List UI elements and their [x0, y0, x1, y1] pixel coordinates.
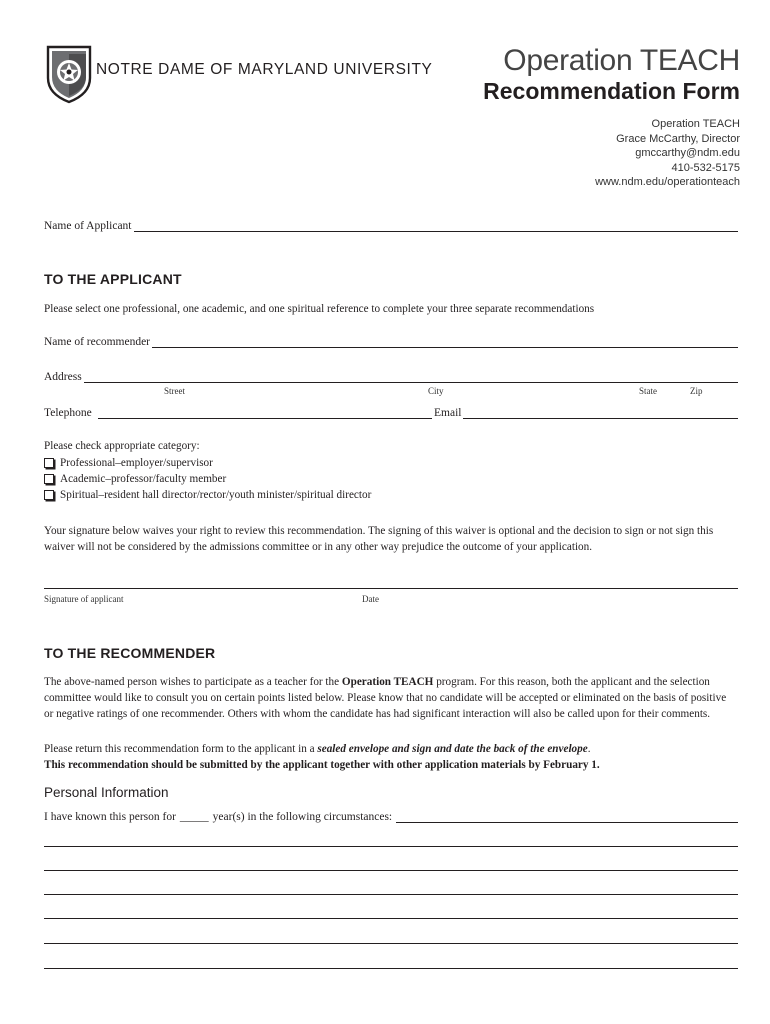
checkbox-icon[interactable] — [44, 474, 54, 484]
applicant-name-line[interactable] — [134, 220, 738, 232]
applicant-section-heading: TO THE APPLICANT — [44, 271, 182, 287]
applicant-instructions: Please select one professional, one academic, and one spiritual reference to complete your three separate recommendations — [44, 303, 595, 315]
waiver-text: Your signature below waives your right to review this recommendation. The signing of this waiver is optional and the decision to sign or not sign this waiver will not be considered by the admissions committee or in any other way prejudice the outcome of your application. — [44, 525, 714, 553]
intro-text-continued: program. For this reason, both the applicant and the selection committee would like to consult you on certain points listed below. Please know that no candidate will be accepted or eliminated on the basis of positive or negative ratings of one recommender. Others with whom the candidate has had significant interaction will also be called upon for their comments. — [44, 676, 727, 720]
university-seal-icon — [44, 44, 94, 104]
signature-line[interactable] — [44, 588, 738, 589]
return-emphasis: sealed envelope and sign and date the back of the envelope — [317, 743, 588, 755]
category-label: Spiritual–resident hall director/rector/youth minister/spiritual director — [60, 489, 372, 501]
response-line[interactable] — [44, 846, 738, 847]
address-line[interactable] — [84, 371, 738, 383]
category-label: Professional–employer/supervisor — [60, 457, 213, 469]
return-text-end: . — [587, 743, 591, 755]
email-label: Email — [434, 407, 462, 419]
category-option-professional[interactable] — [44, 457, 213, 469]
address-city-label: City — [428, 386, 444, 396]
telephone-label: Telephone — [44, 407, 92, 419]
response-line[interactable] — [44, 870, 738, 871]
response-line[interactable] — [44, 918, 738, 919]
contact-program: Operation TEACH — [651, 118, 740, 130]
contact-phone: 410-532-5175 — [671, 161, 740, 174]
form-subtitle: Recommendation Form — [483, 78, 740, 104]
category-label: Academic–professor/faculty member — [60, 473, 227, 485]
contact-email[interactable]: gmccarthy@ndm.edu — [635, 147, 740, 159]
known-label-continued: year(s) in the following circumstances: — [212, 811, 393, 823]
date-label: Date — [362, 594, 379, 604]
return-instructions — [44, 741, 738, 757]
checkbox-icon[interactable] — [44, 458, 54, 468]
known-label: I have known this person for — [44, 811, 176, 823]
recommender-name-label: Name of recommender — [44, 336, 151, 348]
telephone-field[interactable] — [44, 407, 432, 419]
response-line[interactable] — [44, 968, 738, 969]
form-title: Operation TEACH — [503, 44, 740, 77]
intro-text: The above-named person wishes to participate as a teacher for the — [44, 676, 342, 688]
category-prompt: Please check appropriate category: — [44, 440, 200, 452]
applicant-name-field[interactable] — [44, 220, 738, 232]
applicant-name-label: Name of Applicant — [44, 220, 132, 232]
program-name: Operation TEACH — [341, 676, 434, 688]
university-logo — [44, 44, 464, 106]
category-option-academic[interactable] — [44, 473, 226, 485]
years-blank[interactable]: _____ — [179, 811, 209, 823]
contact-director: Grace McCarthy, Director — [616, 132, 740, 145]
known-duration-field[interactable] — [44, 811, 738, 823]
telephone-line[interactable] — [98, 407, 432, 419]
university-name: NOTRE DAME OF MARYLAND UNIVERSITY — [96, 61, 433, 78]
response-line[interactable] — [44, 943, 738, 944]
contact-block — [595, 117, 740, 190]
category-option-spiritual[interactable] — [44, 489, 371, 501]
recommender-name-field[interactable] — [44, 336, 738, 348]
contact-website[interactable]: www.ndm.edu/operationteach — [595, 176, 740, 188]
recommender-section-heading: TO THE RECOMMENDER — [44, 645, 216, 661]
email-line[interactable] — [463, 407, 738, 419]
email-field[interactable] — [434, 407, 738, 419]
response-line[interactable] — [44, 894, 738, 895]
address-state-label: State — [639, 386, 657, 396]
personal-info-heading: Personal Information — [44, 785, 169, 800]
signature-label: Signature of applicant — [44, 594, 124, 604]
address-field[interactable] — [44, 371, 738, 383]
address-zip-label: Zip — [690, 386, 703, 396]
circumstances-line[interactable] — [396, 811, 738, 823]
recommender-intro — [44, 674, 738, 722]
deadline-text: This recommendation should be submitted by the applicant together with other application materials by February 1. — [44, 759, 600, 771]
return-text: Please return this recommendation form to the applicant in a — [44, 743, 318, 755]
address-label: Address — [44, 371, 82, 383]
address-street-label: Street — [164, 386, 185, 396]
checkbox-icon[interactable] — [44, 490, 54, 500]
recommender-name-line[interactable] — [152, 336, 738, 348]
